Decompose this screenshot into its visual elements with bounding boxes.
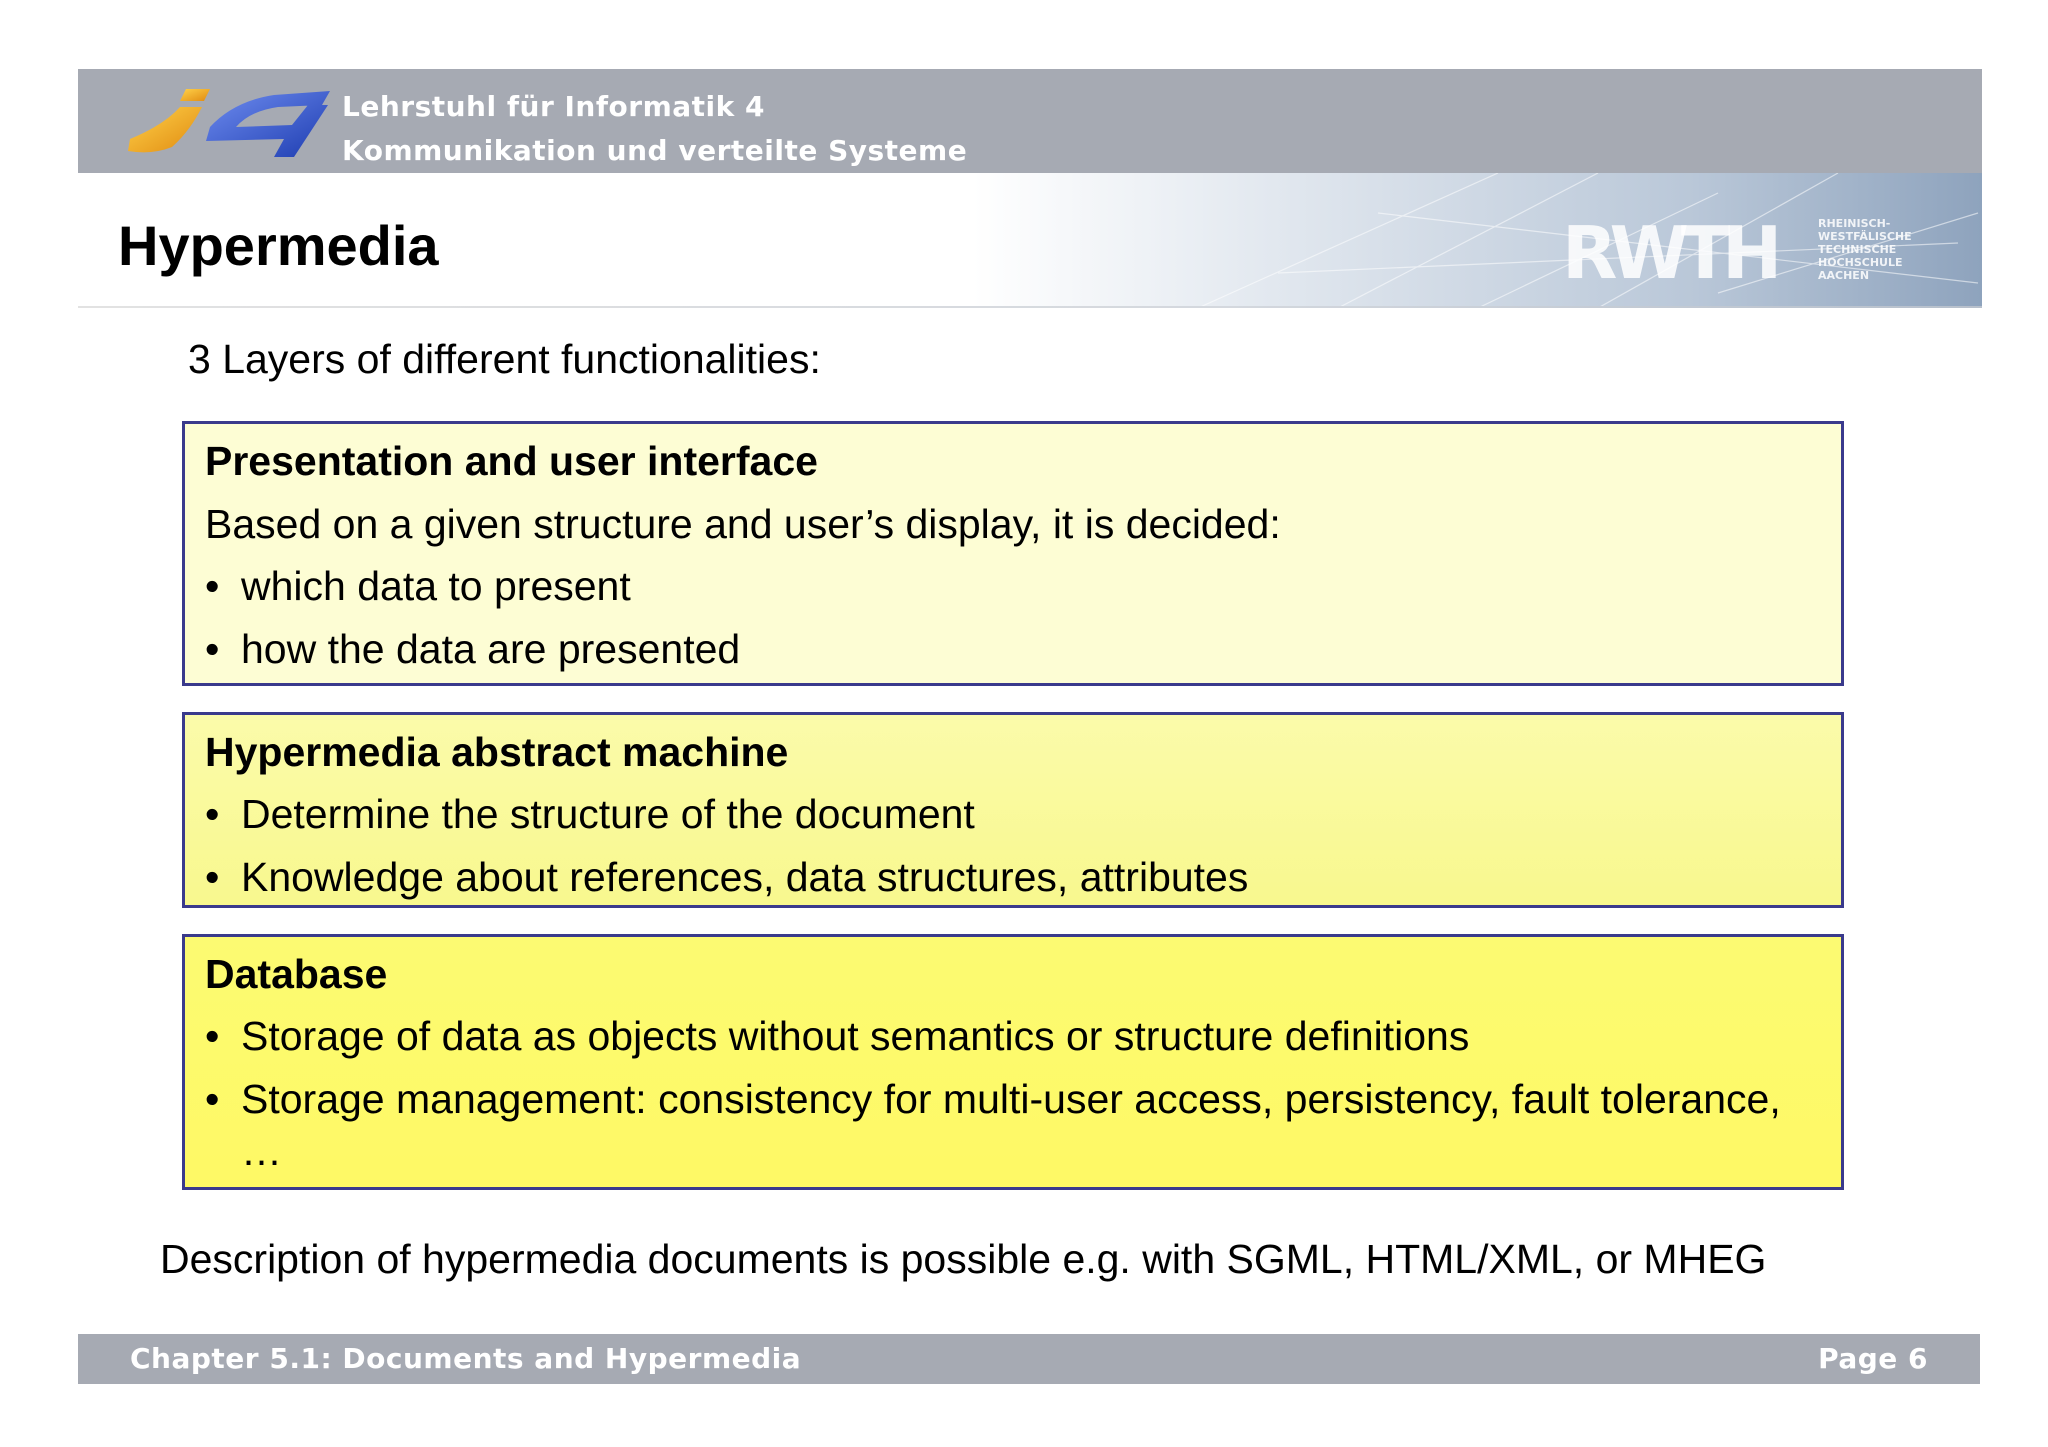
title-band (78, 173, 1982, 308)
intro-text: 3 Layers of different functionalities: (188, 336, 821, 382)
i4-logo-icon (124, 81, 334, 161)
page-title: Hypermedia (118, 214, 439, 277)
list-item: • how the data are presented (205, 623, 1801, 675)
bullet-list (205, 788, 1841, 903)
list-item: • Determine the structure of the document (205, 788, 1801, 840)
layer-description: Based on a given structure and user’s display, it is decided: (205, 501, 1281, 547)
chapter-label: Chapter 5.1: Documents and Hypermedia (130, 1342, 802, 1375)
page-number: Page 6 (1818, 1342, 1928, 1375)
bullet-icon: • (205, 1076, 220, 1122)
institute-name (342, 85, 967, 173)
bullet-icon: • (205, 563, 220, 609)
footnote-text: Description of hypermedia documents is possible e.g. with SGML, HTML/XML, or MHEG (160, 1236, 1767, 1282)
layer-title: Database (205, 951, 388, 997)
institute-line-1: Lehrstuhl für Informatik 4 (342, 90, 765, 123)
list-item: • Knowledge about references, data structures, attributes (205, 851, 1801, 903)
layer-box-presentation (182, 421, 1844, 686)
bullet-icon: • (205, 791, 220, 837)
bullet-icon: • (205, 626, 220, 672)
header-bar (78, 69, 1982, 173)
layer-title: Presentation and user interface (205, 438, 818, 484)
bullet-list (205, 1010, 1841, 1177)
institute-line-2: Kommunikation und verteilte Systeme (342, 134, 968, 167)
list-item: • Storage management: consistency for multi-user access, persistency, fault tolerance, … (205, 1073, 1801, 1177)
list-item: • which data to present (205, 560, 1801, 612)
layer-box-database (182, 934, 1844, 1190)
list-item: • Storage of data as objects without semantics or structure definitions (205, 1010, 1801, 1062)
rwth-logo-text: RWTH (1562, 211, 1775, 295)
rwth-logo (1562, 211, 1942, 295)
bullet-icon: • (205, 1013, 220, 1059)
layer-box-abstract-machine (182, 712, 1844, 908)
bullet-list (205, 560, 1841, 675)
layer-title: Hypermedia abstract machine (205, 729, 789, 775)
rwth-logo-subtitle: RHEINISCH- WESTFÄLISCHE TECHNISCHE HOCHSCHULE AACHEN (1818, 217, 1912, 282)
bullet-icon: • (205, 854, 220, 900)
footer-bar (78, 1334, 1980, 1384)
